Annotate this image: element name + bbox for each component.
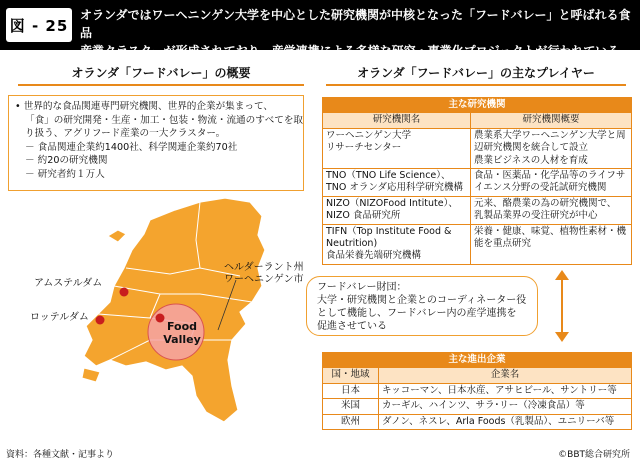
institution-name — [323, 169, 471, 197]
foundation-line: フードバレー財団： — [317, 282, 407, 293]
research-col-header: 研究機関概要 — [471, 113, 632, 128]
cell-line: 農業ビジネスの人材を育成 — [474, 154, 588, 166]
institution-name — [323, 224, 471, 264]
companies-col-header: 企業名 — [379, 368, 632, 383]
cell-line: 能を重点研究 — [474, 238, 532, 250]
table-row — [323, 196, 632, 224]
overview-line: － 約20の研究機関 — [25, 155, 108, 167]
gelderland-label-line: ヘルダーラント州 — [224, 262, 304, 273]
research-col-header: 研究機関名 — [323, 113, 471, 128]
netherlands-map — [0, 190, 320, 440]
cell-line: 農業系大学ワーヘニンゲン大学と周 — [474, 129, 626, 141]
table-row — [323, 383, 632, 398]
cell-line: TNO（TNO Life Science）、 — [326, 170, 451, 182]
amsterdam-dot — [120, 288, 129, 297]
companies-table-title: 主な進出企業 — [323, 353, 632, 368]
foundation-line: 大学・研究機関と企業とのコーディネーター役 — [317, 295, 527, 306]
research-table-title: 主な研究機関 — [323, 98, 632, 113]
title-line-2: 産業クラスターが形成されており、産学連携による多様な研究・事業化プロジェクトが行われている — [80, 44, 620, 58]
overview-line: － 食品関連企業約1400社、科学関連企業約70社 — [25, 141, 238, 153]
overview-line: 「食」の研究開発・生産・加工・包装・物流・流通のすべてを取 — [25, 114, 304, 126]
cell-line: 乳製品業界の受注研究が中心 — [474, 210, 598, 222]
island-shape — [108, 230, 126, 242]
table-row — [323, 169, 632, 197]
cell-line: 食品・医薬品・化学品等のライフサ — [474, 170, 626, 182]
wageningen-label-line: ワーヘニンゲン市 — [224, 274, 304, 285]
company-cell: ダノン、ネスレ、Arla Foods（乳製品）、ユニリーバ等 — [379, 414, 632, 429]
gelderland-label — [224, 262, 304, 286]
overview-heading: オランダ「フードバレー」の概要 — [18, 64, 304, 86]
island-shape — [82, 368, 100, 382]
institution-desc — [471, 196, 632, 224]
figure-label: 図 - 25 — [6, 8, 72, 42]
research-institutions-table — [322, 97, 632, 265]
institution-desc — [471, 224, 632, 264]
companies-col-header: 国・地域 — [323, 368, 379, 383]
overview-line: り扱う、アグリフード産業の一大クラスター。 — [25, 128, 226, 140]
foundation-line: 促進させている — [317, 321, 387, 332]
foodvalley-foundation-box — [306, 276, 538, 336]
source-note: 資料：各種文献・記事より — [6, 450, 115, 460]
companies-table — [322, 352, 632, 430]
table-row — [323, 128, 632, 168]
cell-line: リサーチセンター — [326, 142, 402, 154]
double-arrow-icon — [552, 270, 572, 342]
table-row — [323, 414, 632, 429]
foundation-line: として機能し、フードバレー内の産学連携を — [317, 308, 517, 319]
cell-line: NIZO 食品研究所 — [326, 210, 401, 222]
food-valley-word: Food — [166, 320, 198, 333]
cell-line: 元来、酪農業の為の研究機関で、 — [474, 197, 617, 209]
overview-line: － 研究者約１万人 — [25, 168, 105, 180]
cell-line: 辺研究機関を統合して設立 — [474, 142, 589, 154]
cell-line: ワーヘニンゲン大学 — [326, 129, 412, 141]
cell-line: 栄養・健康、味覚、植物性素材・機 — [474, 225, 627, 237]
header-bar — [0, 0, 640, 58]
food-valley-word: Valley — [163, 333, 201, 346]
cell-line: Neutrition) — [326, 238, 378, 250]
table-row — [323, 399, 632, 414]
rotterdam-dot — [96, 316, 105, 325]
institution-name — [323, 128, 471, 168]
institution-desc — [471, 169, 632, 197]
company-cell: キッコーマン、日本水産、アサヒビール、サントリー等 — [379, 383, 632, 398]
food-valley-label — [162, 320, 202, 346]
cell-line: TNO オランダ応用科学研究機構 — [326, 182, 464, 194]
cell-line: イエンス分野の受託試研究機関 — [474, 182, 607, 194]
region-cell: 日本 — [323, 383, 379, 398]
region-cell: 米国 — [323, 399, 379, 414]
title-line-1: オランダではワーヘニンゲン大学を中心とした研究機関が中核となった「フードバレー」と呼ばれる食品 — [80, 8, 631, 40]
institution-desc — [471, 128, 632, 168]
cell-line: TIFN（Top Institute Food & — [326, 225, 452, 237]
cell-line: NIZO（NIZOFood Intitute）、 — [326, 197, 458, 209]
institution-name — [323, 196, 471, 224]
slide-title — [80, 6, 636, 60]
rotterdam-label: ロッテルダム — [30, 312, 89, 323]
table-row — [323, 224, 632, 264]
cell-line: 食品栄養先端研究機構 — [326, 250, 422, 262]
region-cell: 欧州 — [323, 414, 379, 429]
copyright-credit: ©BBT総合研究所 — [558, 450, 630, 460]
company-cell: カーギル、ハインツ、サラ･リー（冷凍食品）等 — [379, 399, 632, 414]
amsterdam-label: アムステルダム — [34, 278, 103, 289]
overview-line: • 世界的な食品関連専門研究機関、世界的企業が集まって、 — [15, 101, 273, 112]
players-heading: オランダ「フードバレー」の主なプレイヤー — [326, 64, 626, 86]
overview-box — [8, 95, 304, 191]
